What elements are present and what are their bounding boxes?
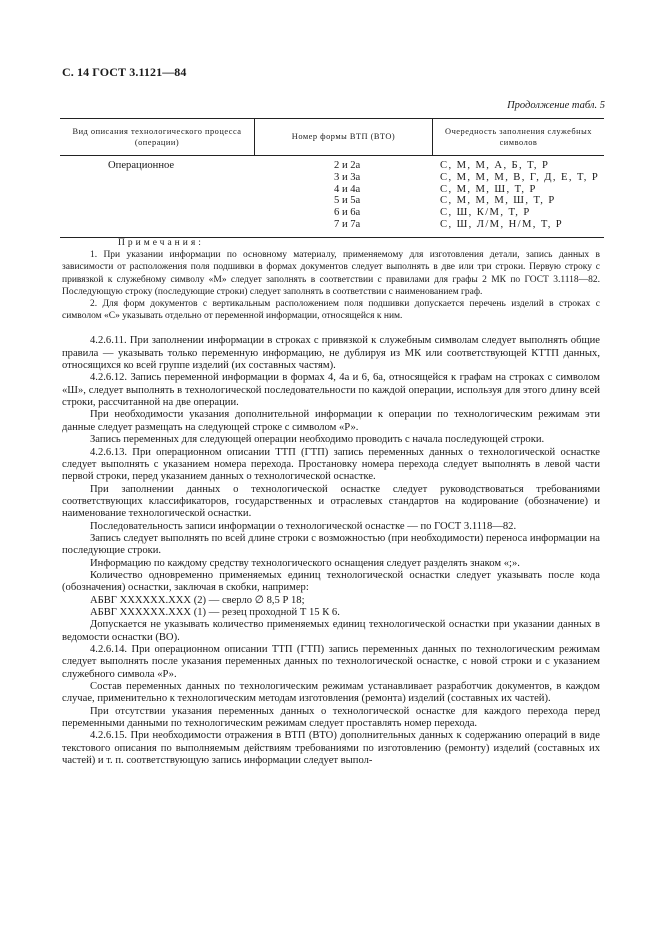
form-number: 4 и 4а — [334, 183, 361, 195]
paragraph: 4.2.6.11. При заполнении информации в строках с привязкой к служебным символам следует выполнять общие правила — указывать только переменную информацию, не дублируя из МК или соответствующей КТТП данных, относящихся ко всей группе изделий (их составных частям). — [62, 335, 600, 372]
paragraph: При заполнении данных о технологической оснастке следует руководствоваться требованиями соответствующих классификаторов, государственных и отраслевых стандартов на кодирование (обозначение) и наименование технологической оснастки. — [62, 483, 600, 520]
notes-section — [62, 237, 600, 322]
symbol-sequence: С, М, М, М, В, Г, Д, Е, Т, Р — [440, 171, 600, 183]
cell-description — [60, 160, 254, 231]
symbol-sequence: С, М, М, А, Б, Т, Р — [440, 160, 550, 171]
paragraph: При отсутствии указания переменных данных о технологической оснастке для каждого перехода перед переменными данными по технологическим режимам следует проставлять номер перехода. — [62, 705, 600, 730]
note-item: 1. При указании информации по основному материалу, применяемому для изготовления детали, запись данных в зависимости от расположения поля подшивки в формах документов следует выполнять в две или три строки. Первую строку с привязкой к служебному символу «М» следует заполнять в соответствии с правилами для графы 2 МК по ГОСТ 3.1118—82. Последующую строку (последующие строки) следует заполнять в соответствии с наименованием граф. — [62, 250, 600, 297]
table-header-row — [60, 119, 604, 156]
table-body — [60, 156, 604, 237]
paragraph: Информацию по каждому средству технологического оснащения следует разделять знаком «;». — [90, 557, 520, 569]
form-number: 6 и 6а — [334, 207, 361, 219]
form-number: 3 и 3а — [334, 171, 361, 183]
cell-sequences — [432, 160, 604, 231]
column-header-symbol-order: Очередность заполнения служебных символов — [432, 119, 604, 155]
cell-forms — [254, 160, 432, 231]
description-text: Операционное — [108, 160, 175, 171]
symbol-sequence: С, М, М, М, Ш, Т, Р — [440, 195, 556, 207]
paragraph: 4.2.6.12. Запись переменной информации в формах 4, 4а и 6, 6а, относящейся к графам на строках с символом «Ш», следует выполнять в технологической последовательности по каждой операции, используя для этого длину всей строки, рассчитанной на две операции. — [62, 372, 600, 409]
paragraph: Допускается не указывать количество применяемых единиц технологической оснастки при указании данных в ведомости оснастки (ВО). — [62, 619, 600, 643]
column-header-form-number: Номер формы ВТП (ВТО) — [254, 119, 432, 155]
paragraph: Количество одновременно применяемых единиц технологической оснастки следует указывать после кода (обозначения) оснастки, заключая в скобки, например: — [62, 569, 600, 594]
paragraph: 4.2.6.15. При необходимости отражения в ВТП (ВТО) дополнительных данных к содержанию операций в виде текстового описания по выполняемым действиям требованиями по изготовлению (ремонту) изделий (составных их частей) и т. п. соответствующую запись информации следует выпол- — [62, 730, 600, 767]
form-number: 5 и 5а — [334, 195, 361, 207]
paragraph: При необходимости указания дополнительной информации к операции по технологическим режимам эти данные следует размещать на следующей строке с символом «Р». — [62, 409, 600, 433]
paragraph: 4.2.6.14. При операционном описании ТТП (ГТП) запись переменных данных по технологическим режимам следует выполнять после указания переменных данных по технологической оснастке, с новой строки и с указанием служебного символа «Р». — [62, 644, 600, 680]
example-line: АБВГ XXXXXX.XXX (2) — сверло ∅ 8,5 Р 18; — [90, 594, 305, 606]
paragraph: Запись следует выполнять по всей длине строки с возможностью (при необходимости) переноса информации на последующие строки. — [62, 532, 600, 557]
paragraph: Состав переменных данных по технологическим режимам устанавливает разработчик документов, в каждом случае, применительно к технологическим методам изготовления (ремонта) изделий (составных их частей). — [62, 681, 600, 705]
table-caption: Продолжение табл. 5 — [507, 100, 605, 111]
example-line: АБВГ XXXXXX.XXX (1) — резец проходной Т 15 К 6. — [90, 606, 340, 618]
notes-title: Примечания: — [118, 238, 204, 248]
main-text — [62, 335, 600, 767]
form-number: 2 и 2а — [334, 160, 361, 171]
column-header-description: Вид описания технологического процесса (операции) — [72, 126, 242, 147]
sequence-table — [60, 118, 604, 238]
form-number: 7 и 7а — [334, 218, 361, 230]
note-item: 2. Для форм документов с вертикальным расположением поля подшивки допускается перечень изделий в строках с символом «С» указывать отдельно от переменной информации, относящейся к ним. — [62, 299, 600, 322]
symbol-sequence: С, Ш, К/М, Т, Р — [440, 207, 531, 219]
paragraph: Запись переменных для следующей операции необходимо проводить с начала последующей строки. — [90, 434, 545, 446]
symbol-sequence: С, М, М, Ш, Т, Р — [440, 183, 537, 195]
paragraph: 4.2.6.13. При операционном описании ТТП (ГТП) запись переменных данных о технологической оснастке следует выполнять с указанием номера перехода. Простановку номера перехода следует выполнять в левой части первой строки, перед указанием данных о технологической оснастке. — [62, 446, 600, 483]
page-header: С. 14 ГОСТ 3.1121—84 — [62, 65, 187, 79]
paragraph: Последовательность записи информации о технологической оснастке — по ГОСТ 3.1118—82. — [90, 520, 517, 532]
document-body — [62, 237, 600, 767]
symbol-sequence: С, Ш, Л/М, Н/М, Т, Р — [440, 218, 564, 230]
